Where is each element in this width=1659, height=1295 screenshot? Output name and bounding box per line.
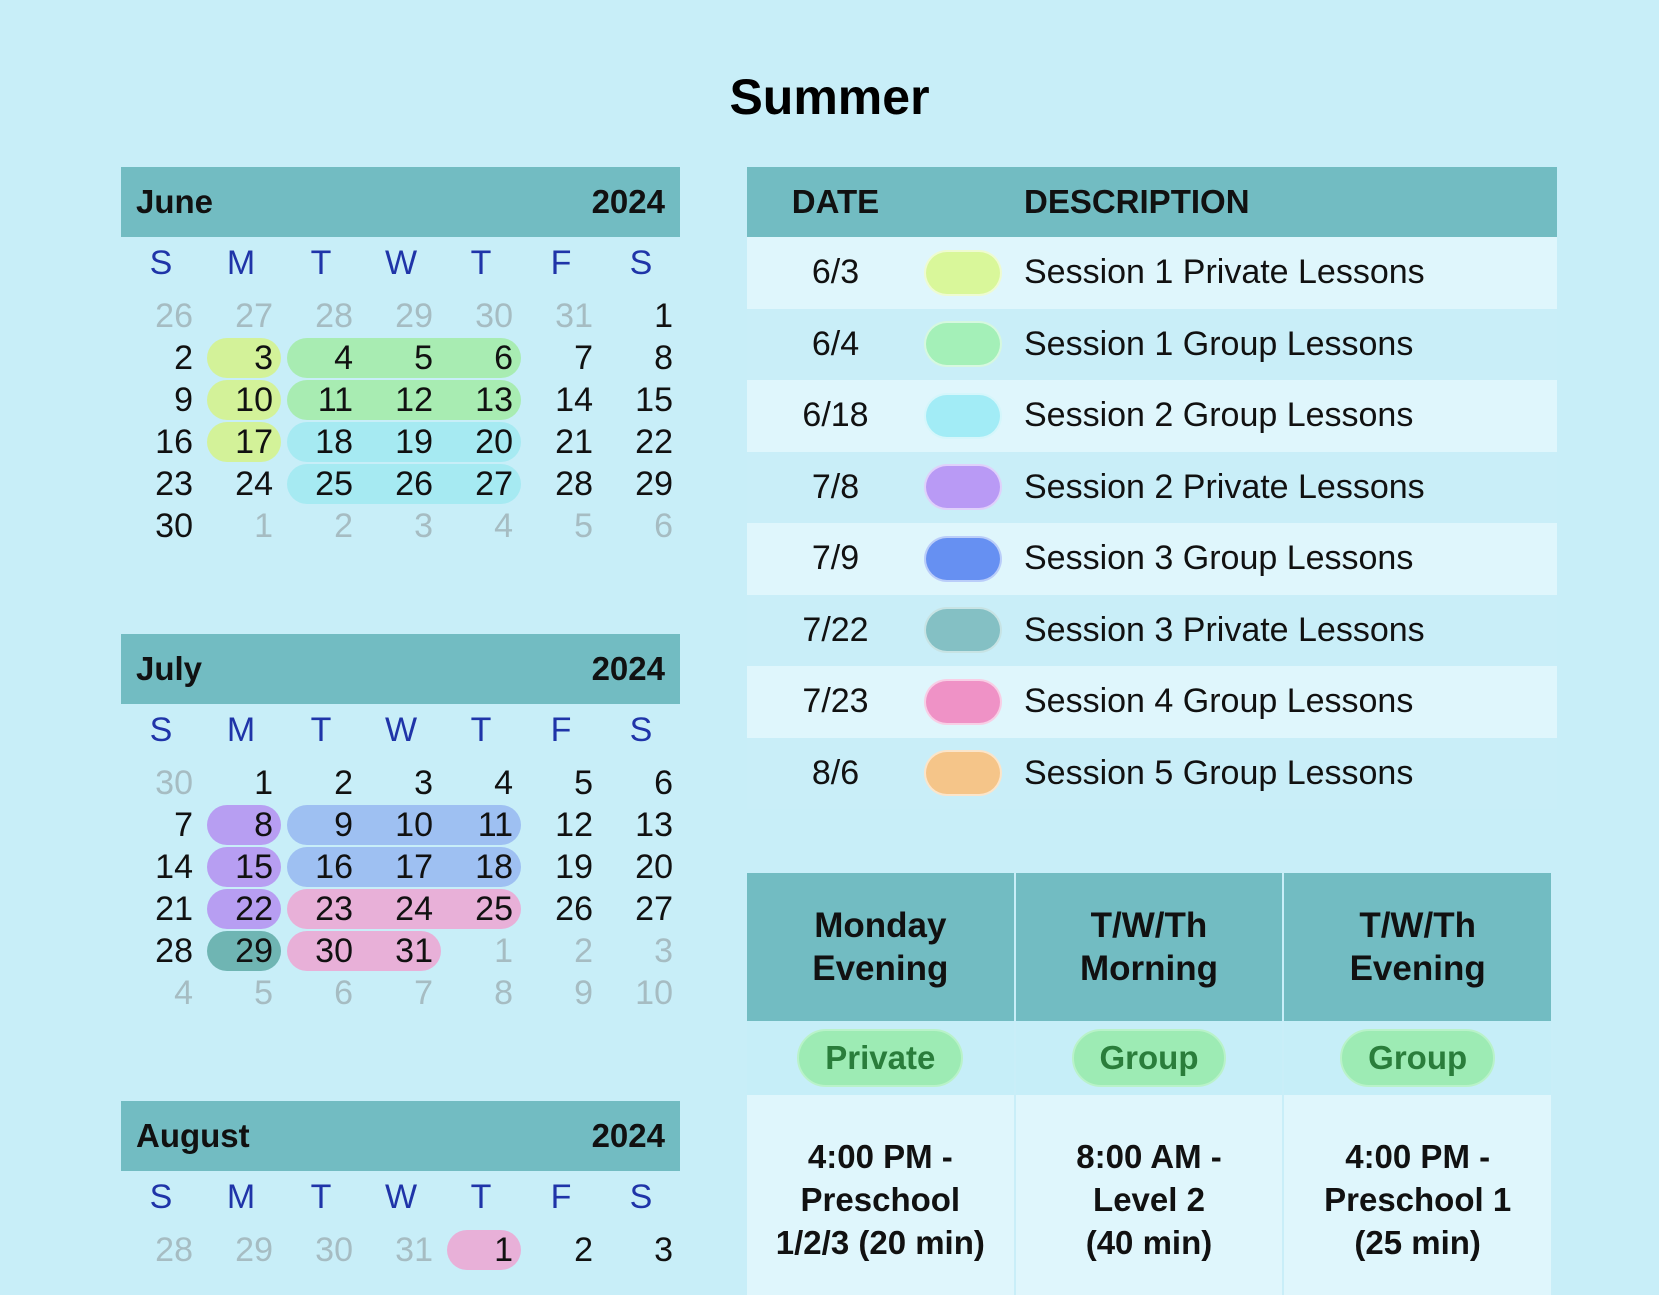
day-number: 21	[155, 890, 193, 928]
day-number: 26	[155, 297, 193, 335]
day-grid	[121, 295, 680, 547]
calendar-day[interactable]	[121, 1229, 201, 1271]
schedule-class-info: 4:00 PM - Preschool 1/2/3 (20 min)	[747, 1095, 1016, 1295]
lesson-type-badge: Group	[1340, 1029, 1495, 1087]
day-number: 20	[635, 848, 673, 886]
calendar-day[interactable]	[281, 505, 361, 547]
day-number: 18	[315, 423, 353, 461]
day-number: 16	[315, 848, 353, 886]
year-label: 2024	[591, 183, 665, 220]
day-number: 8	[654, 339, 673, 377]
day-number: 30	[155, 764, 193, 802]
calendar-july	[121, 634, 680, 1014]
session-description: Session 2 Private Lessons	[1024, 467, 1425, 506]
day-number: 4	[334, 339, 353, 377]
calendar-day[interactable]	[601, 1229, 681, 1271]
weekday-label: W	[384, 711, 418, 749]
day-number: 31	[395, 932, 433, 970]
day-number: 4	[174, 974, 193, 1012]
day-number: 29	[235, 1231, 273, 1269]
day-number: 3	[654, 1231, 673, 1269]
calendar-day[interactable]	[281, 295, 361, 337]
day-number: 8	[494, 974, 513, 1012]
calendar-day[interactable]	[121, 804, 201, 846]
calendar-day[interactable]	[521, 1229, 601, 1271]
page-title: Summer	[729, 69, 930, 125]
calendar-day[interactable]	[121, 930, 201, 972]
weekday-label: T	[310, 711, 332, 749]
schedule-column-header: T/W/Th Morning	[1016, 873, 1285, 1021]
calendar-day[interactable]	[361, 1229, 441, 1271]
session-date: 6/18	[802, 396, 869, 435]
color-swatch	[924, 536, 1002, 582]
month-label: June	[136, 183, 214, 220]
day-number: 13	[475, 381, 513, 419]
weekday-label: M	[226, 1178, 256, 1216]
calendar-day[interactable]	[361, 972, 441, 1014]
weekday-label: S	[149, 711, 173, 749]
color-swatch	[924, 321, 1002, 367]
day-number: 3	[654, 932, 673, 970]
day-number: 17	[395, 848, 433, 886]
weekday-header	[121, 704, 680, 756]
day-number: 2	[574, 932, 593, 970]
day-number: 19	[555, 848, 593, 886]
calendar-day[interactable]	[121, 337, 201, 379]
day-number: 14	[155, 848, 193, 886]
day-number: 18	[475, 848, 513, 886]
calendar-day[interactable]	[521, 804, 601, 846]
day-number: 14	[555, 381, 593, 419]
lesson-type-cell	[1016, 1021, 1285, 1095]
day-number: 6	[494, 339, 513, 377]
day-number: 17	[235, 423, 273, 461]
calendar-day[interactable]	[601, 846, 681, 888]
lesson-type-badge: Group	[1072, 1029, 1227, 1087]
day-number: 30	[155, 507, 193, 545]
weekday-label: S	[149, 244, 173, 282]
legend-header	[747, 167, 1557, 237]
calendar-day[interactable]	[121, 505, 201, 547]
day-number: 2	[174, 339, 193, 377]
calendar-day[interactable]	[601, 505, 681, 547]
description-column-header: DESCRIPTION	[1024, 183, 1250, 220]
calendar-day[interactable]	[121, 762, 201, 804]
day-number: 30	[315, 932, 353, 970]
weekday-label: T	[310, 1178, 332, 1216]
session-description: Session 3 Private Lessons	[1024, 610, 1425, 649]
calendar-day[interactable]	[281, 1229, 361, 1271]
day-number: 6	[654, 764, 673, 802]
day-number: 20	[475, 423, 513, 461]
calendar-day[interactable]	[521, 337, 601, 379]
calendar-day[interactable]	[601, 972, 681, 1014]
day-number: 1	[254, 764, 273, 802]
legend-row	[747, 237, 1557, 309]
session-description: Session 3 Group Lessons	[1024, 539, 1414, 578]
calendar-day[interactable]	[601, 888, 681, 930]
legend-row	[747, 523, 1557, 595]
calendar-day[interactable]	[521, 846, 601, 888]
calendar-day[interactable]	[601, 762, 681, 804]
calendar-day[interactable]	[521, 930, 601, 972]
day-number: 23	[315, 890, 353, 928]
calendar-day[interactable]	[601, 295, 681, 337]
calendar-day[interactable]	[521, 421, 601, 463]
day-number: 10	[635, 974, 673, 1012]
day-number: 11	[317, 381, 353, 419]
session-date: 7/23	[802, 682, 869, 721]
calendar-day[interactable]	[121, 421, 201, 463]
day-number: 16	[155, 423, 193, 461]
session-date: 7/9	[811, 539, 860, 578]
weekday-label: M	[226, 711, 256, 749]
day-number: 28	[315, 297, 353, 335]
weekday-header	[121, 237, 680, 289]
weekday-label: W	[384, 1178, 418, 1216]
day-number: 9	[334, 806, 353, 844]
calendar-day[interactable]	[521, 888, 601, 930]
calendar-day[interactable]	[521, 505, 601, 547]
day-number: 28	[155, 932, 193, 970]
day-number: 12	[395, 381, 433, 419]
day-number: 27	[635, 890, 673, 928]
session-description: Session 1 Private Lessons	[1024, 253, 1425, 292]
day-number: 29	[235, 932, 273, 970]
day-number: 25	[315, 465, 353, 503]
legend-rows	[747, 237, 1557, 809]
day-number: 9	[174, 381, 193, 419]
weekday-label: F	[550, 711, 572, 749]
day-number: 25	[475, 890, 513, 928]
month-label: July	[136, 650, 203, 687]
calendar-day[interactable]	[121, 972, 201, 1014]
session-legend	[747, 167, 1557, 809]
day-number: 10	[235, 381, 273, 419]
calendar-day[interactable]	[521, 463, 601, 505]
weekday-label: S	[629, 711, 653, 749]
day-number: 9	[574, 974, 593, 1012]
weekday-header	[121, 1171, 680, 1223]
session-date: 8/6	[811, 753, 860, 792]
weekday-label: M	[226, 244, 256, 282]
day-number: 7	[174, 806, 193, 844]
calendar-day[interactable]	[121, 295, 201, 337]
day-number: 28	[555, 465, 593, 503]
day-number: 26	[395, 465, 433, 503]
calendar-day[interactable]	[121, 379, 201, 421]
calendar-day[interactable]	[441, 972, 521, 1014]
day-number: 22	[635, 423, 673, 461]
day-number: 3	[414, 507, 433, 545]
calendar-header	[121, 167, 680, 237]
calendar-day[interactable]	[201, 463, 281, 505]
session-date: 7/22	[802, 610, 869, 649]
calendar-day[interactable]	[521, 295, 601, 337]
day-number: 8	[254, 806, 273, 844]
day-number: 29	[635, 465, 673, 503]
day-number: 22	[235, 890, 273, 928]
month-label: August	[136, 1117, 250, 1154]
day-number: 5	[574, 507, 593, 545]
calendar-day[interactable]	[201, 762, 281, 804]
weekday-label: S	[629, 1178, 653, 1216]
day-number: 3	[414, 764, 433, 802]
schedule-class-info: 8:00 AM - Level 2 (40 min)	[1016, 1095, 1285, 1295]
weekday-label: S	[149, 1178, 173, 1216]
day-number: 24	[235, 465, 273, 503]
color-swatch	[924, 393, 1002, 439]
calendar-day[interactable]	[441, 505, 521, 547]
schedule-class-info: 4:00 PM - Preschool 1 (25 min)	[1284, 1095, 1553, 1295]
day-number: 27	[235, 297, 273, 335]
day-number: 7	[414, 974, 433, 1012]
day-number: 30	[315, 1231, 353, 1269]
weekday-label: T	[470, 711, 492, 749]
legend-row	[747, 309, 1557, 381]
calendar-day[interactable]	[441, 930, 521, 972]
day-number: 3	[254, 339, 273, 377]
session-highlight	[287, 338, 521, 378]
day-number: 5	[414, 339, 433, 377]
calendar-day[interactable]	[361, 295, 441, 337]
day-number: 1	[494, 1231, 513, 1269]
session-description: Session 2 Group Lessons	[1024, 396, 1414, 435]
day-number: 11	[477, 806, 513, 844]
calendar-day[interactable]	[601, 337, 681, 379]
calendar-header	[121, 634, 680, 704]
day-number: 15	[635, 381, 673, 419]
day-number: 23	[155, 465, 193, 503]
day-number: 31	[395, 1231, 433, 1269]
session-date: 6/4	[811, 324, 860, 363]
calendar-day[interactable]	[601, 463, 681, 505]
year-label: 2024	[591, 1117, 665, 1154]
day-number: 27	[475, 465, 513, 503]
calendar-day[interactable]	[441, 762, 521, 804]
day-number: 2	[574, 1231, 593, 1269]
day-number: 6	[334, 974, 353, 1012]
calendar-day[interactable]	[121, 888, 201, 930]
calendar-day[interactable]	[601, 804, 681, 846]
weekday-label: F	[550, 1178, 572, 1216]
calendar-header	[121, 1101, 680, 1171]
day-number: 4	[494, 507, 513, 545]
date-column-header: DATE	[791, 183, 880, 220]
day-number: 29	[395, 297, 433, 335]
day-number: 30	[475, 297, 513, 335]
session-description: Session 1 Group Lessons	[1024, 324, 1414, 363]
day-grid	[121, 1229, 680, 1271]
legend-row	[747, 595, 1557, 667]
calendar-day[interactable]	[201, 1229, 281, 1271]
day-number: 1	[494, 932, 513, 970]
color-swatch	[924, 464, 1002, 510]
day-number: 26	[555, 890, 593, 928]
day-number: 28	[155, 1231, 193, 1269]
calendar-day[interactable]	[521, 972, 601, 1014]
lesson-type-cell	[747, 1021, 1016, 1095]
session-description: Session 5 Group Lessons	[1024, 753, 1414, 792]
calendar-day[interactable]	[601, 379, 681, 421]
schedule-column-header: Monday Evening	[747, 873, 1016, 1021]
calendar-day[interactable]	[201, 972, 281, 1014]
day-number: 7	[574, 339, 593, 377]
lesson-type-badge: Private	[797, 1029, 963, 1087]
calendar-day[interactable]	[361, 762, 441, 804]
day-number: 12	[555, 806, 593, 844]
weekday-label: W	[384, 244, 418, 282]
calendar-day[interactable]	[521, 379, 601, 421]
day-number: 21	[555, 423, 593, 461]
day-number: 4	[494, 764, 513, 802]
day-number: 15	[235, 848, 273, 886]
day-number: 31	[555, 297, 593, 335]
calendar-august	[121, 1101, 680, 1271]
color-swatch	[924, 679, 1002, 725]
weekday-label: T	[470, 244, 492, 282]
legend-row	[747, 666, 1557, 738]
day-number: 10	[395, 806, 433, 844]
schedule-column-header: T/W/Th Evening	[1284, 873, 1553, 1021]
color-swatch	[924, 250, 1002, 296]
calendar-day[interactable]	[601, 421, 681, 463]
calendar-day[interactable]	[201, 505, 281, 547]
day-number: 19	[395, 423, 433, 461]
color-swatch	[924, 607, 1002, 653]
calendar-june	[121, 167, 680, 547]
session-date: 6/3	[811, 253, 860, 292]
day-number: 2	[334, 764, 353, 802]
day-number: 1	[654, 297, 673, 335]
lesson-type-cell	[1284, 1021, 1553, 1095]
weekday-label: T	[310, 244, 332, 282]
day-number: 6	[654, 507, 673, 545]
calendar-day[interactable]	[121, 846, 201, 888]
weekday-label: F	[550, 244, 572, 282]
day-number: 13	[635, 806, 673, 844]
session-description: Session 4 Group Lessons	[1024, 682, 1414, 721]
calendar-day[interactable]	[521, 762, 601, 804]
year-label: 2024	[591, 650, 665, 687]
weekday-label: S	[629, 244, 653, 282]
day-number: 5	[574, 764, 593, 802]
lesson-schedule	[747, 873, 1553, 1295]
calendar-day[interactable]	[281, 972, 361, 1014]
day-number: 2	[334, 507, 353, 545]
legend-row	[747, 452, 1557, 524]
day-number: 5	[254, 974, 273, 1012]
day-number: 1	[254, 507, 273, 545]
calendar-day[interactable]	[441, 295, 521, 337]
calendar-day[interactable]	[121, 463, 201, 505]
session-date: 7/8	[811, 467, 860, 506]
calendar-day[interactable]	[281, 762, 361, 804]
weekday-label: T	[470, 1178, 492, 1216]
color-swatch	[924, 750, 1002, 796]
day-number: 24	[395, 890, 433, 928]
calendar-day[interactable]	[201, 295, 281, 337]
legend-row	[747, 380, 1557, 452]
calendar-day[interactable]	[601, 930, 681, 972]
calendar-day[interactable]	[361, 505, 441, 547]
day-grid	[121, 762, 680, 1014]
legend-row	[747, 738, 1557, 810]
